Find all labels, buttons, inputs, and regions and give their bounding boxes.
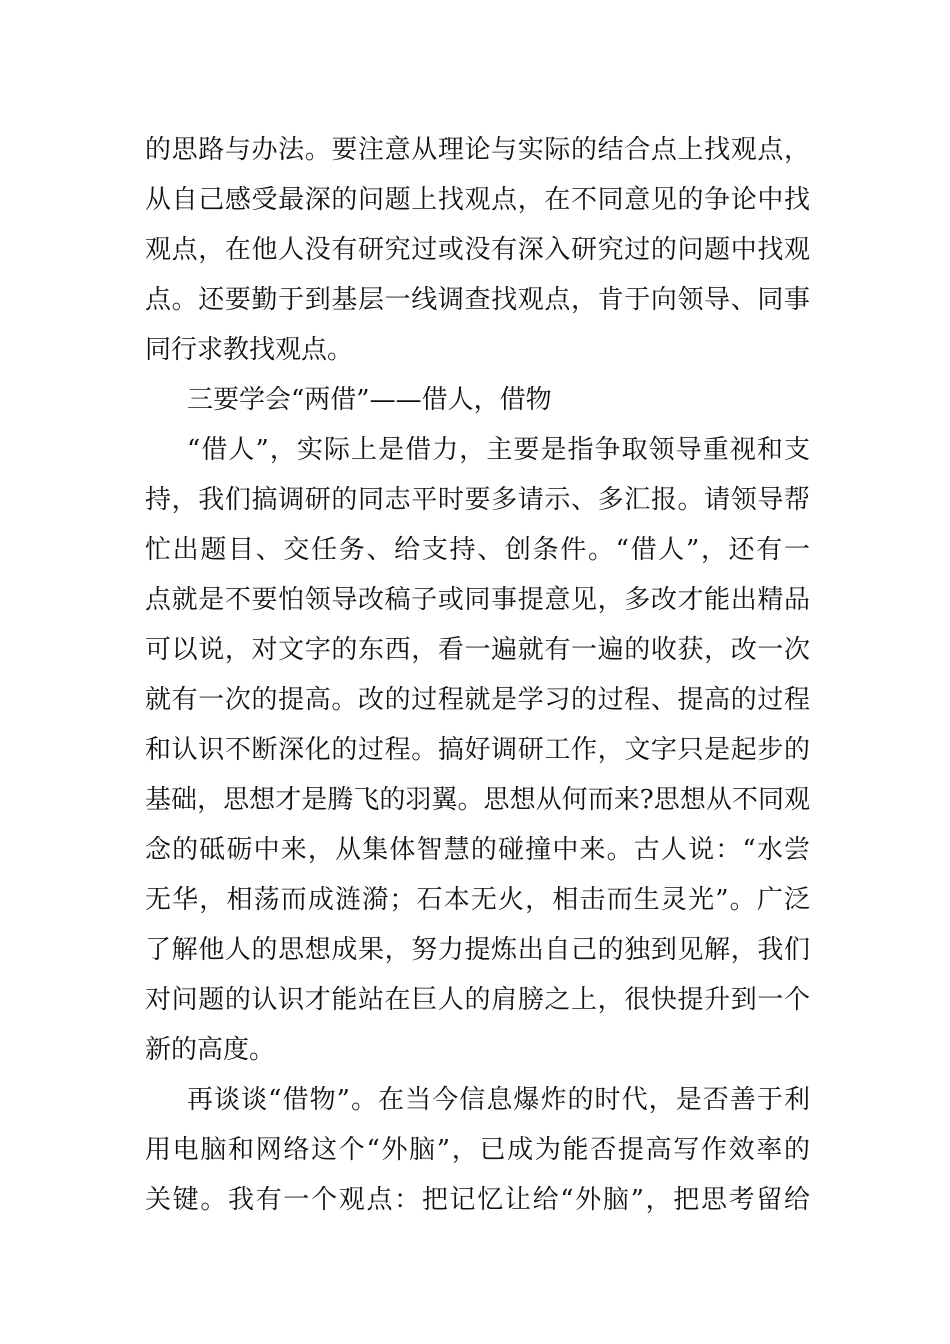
- text-line: 点。还要勤于到基层一线调查找观点，肯于向领导、同事: [145, 285, 810, 315]
- text-line: 观点，在他人没有研究过或没有深入研究过的问题中找观: [145, 235, 810, 265]
- text-line: 就有一次的提高。改的过程就是学习的过程、提高的过程: [145, 685, 810, 715]
- text-line: “借人”，实际上是借力，主要是指争取领导重视和支: [187, 435, 810, 465]
- text-line: 持，我们搞调研的同志平时要多请示、多汇报。请领导帮: [145, 485, 810, 515]
- text-line: 从自己感受最深的问题上找观点，在不同意见的争论中找: [145, 185, 810, 215]
- text-line: 关键。我有一个观点：把记忆让给“外脑”，把思考留给: [145, 1185, 810, 1215]
- text-line: 对问题的认识才能站在巨人的肩膀之上，很快提升到一个: [145, 985, 810, 1015]
- text-line: 了解他人的思想成果，努力提炼出自己的独到见解，我们: [145, 935, 810, 965]
- text-line: 用电脑和网络这个“外脑”，已成为能否提高写作效率的: [145, 1135, 810, 1165]
- text-line: 新的高度。: [145, 1035, 276, 1065]
- section-heading: 三要学会“两借”——借人，借物: [187, 385, 552, 415]
- text-line: 无华，相荡而成涟漪；石本无火，相击而生灵光”。广泛: [145, 885, 810, 915]
- text-line: 忙出题目、交任务、给支持、创条件。“借人”，还有一: [145, 535, 810, 565]
- text-line: 的思路与办法。要注意从理论与实际的结合点上找观点，: [145, 135, 810, 165]
- text-line: 点就是不要怕领导改稿子或同事提意见，多改才能出精品: [145, 585, 810, 615]
- text-line: 再谈谈“借物”。在当今信息爆炸的时代，是否善于利: [187, 1085, 810, 1115]
- text-line: 和认识不断深化的过程。搞好调研工作，文字只是起步的: [145, 735, 810, 765]
- text-line: 念的砥砺中来，从集体智慧的碰撞中来。古人说：“水尝: [145, 835, 810, 865]
- text-line: 可以说，对文字的东西，看一遍就有一遍的收获，改一次: [145, 635, 810, 665]
- text-line: 同行求教找观点。: [145, 335, 354, 365]
- text-line: 基础，思想才是腾飞的羽翼。思想从何而来?思想从不同观: [145, 785, 810, 815]
